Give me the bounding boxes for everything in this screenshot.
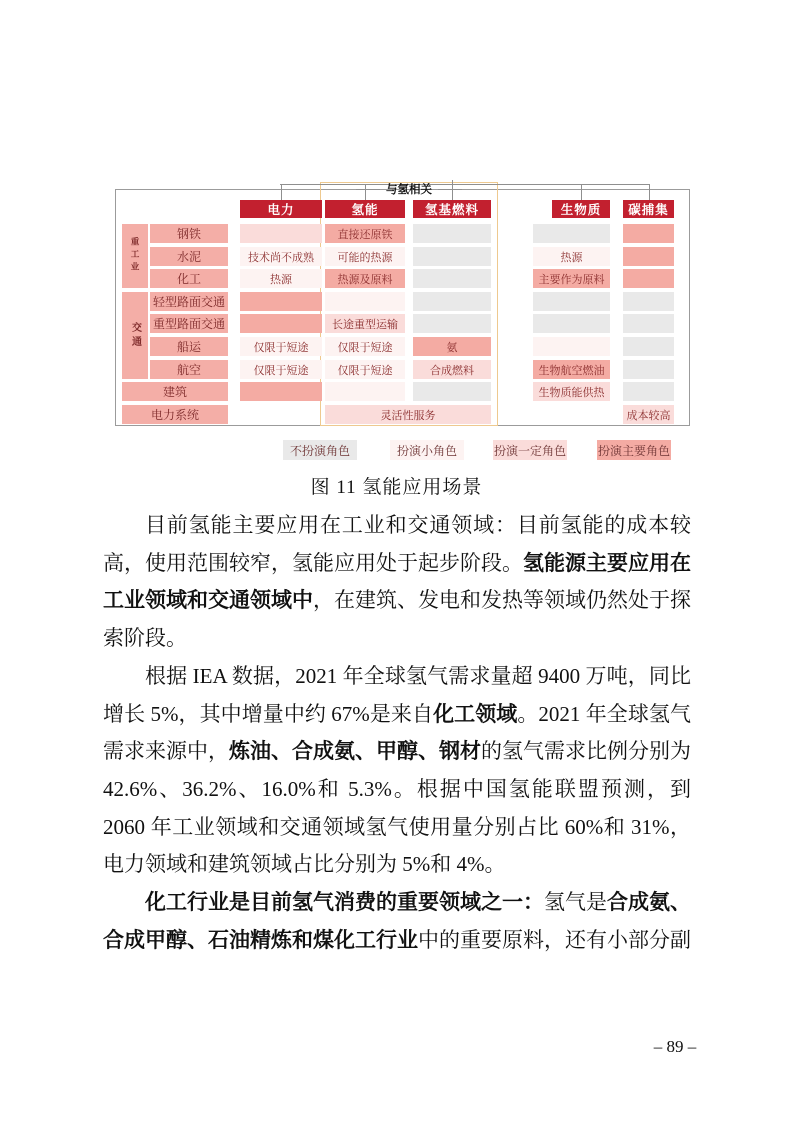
column-header-2: 氢基燃料 xyxy=(413,200,491,218)
text-run: 的氢气需求比例分别为 42.6%、36.2%、16.0%和 5.3%。根据中国氢能联盟预测，到 2060 年工业领域和交通领域氢气使用量分别占比 60%和 31%，电力领域和建筑领域占比分别为 5%和 4%。 xyxy=(103,739,691,877)
text-run: 氢能源主要应用在工业领域和交通领域中 xyxy=(103,550,691,613)
matrix-cell-7-0 xyxy=(240,382,322,401)
matrix-cell-7-3: 生物质能供热 xyxy=(533,382,610,401)
matrix-cell-0-2 xyxy=(413,224,491,243)
legend-item-major: 扮演主要角色 xyxy=(597,440,671,460)
connector-drop-3 xyxy=(581,184,582,200)
matrix-cell-2-0: 热源 xyxy=(240,269,322,288)
matrix-cell-5-3 xyxy=(533,337,610,356)
text-run: ，在建筑、发电和发热等领域仍然处于探索阶段。 xyxy=(103,588,691,651)
matrix-cell-0-4 xyxy=(623,224,674,243)
matrix-cell-0-3 xyxy=(533,224,610,243)
matrix-cell-4-4 xyxy=(623,314,674,333)
matrix-cell-3-3 xyxy=(533,292,610,311)
text-run: 根据 IEA 数据，2021 年全球氢气需求量超 9400 万吨，同比增长 5%，其中增量中约 67%是来自 xyxy=(103,663,691,726)
matrix-cell-7-4 xyxy=(623,382,674,401)
row-label-0: 钢铁 xyxy=(150,224,228,243)
text-run: 合成氨、合成甲醇、石油精炼和煤化工行业 xyxy=(103,890,691,952)
matrix-cell-8-1: 灵活性服务 xyxy=(325,405,491,424)
legend-item-some: 扮演一定角色 xyxy=(493,440,567,460)
paragraph-2 xyxy=(103,658,691,884)
page-number: – 89 – xyxy=(653,1037,697,1056)
matrix-cell-0-1: 直接还原铁 xyxy=(325,224,405,243)
legend-item-small: 扮演小角色 xyxy=(390,440,464,460)
matrix-cell-1-3: 热源 xyxy=(533,247,610,266)
matrix-cell-7-2 xyxy=(413,382,491,401)
matrix-cell-3-0 xyxy=(240,292,322,311)
matrix-cell-2-3: 主要作为原料 xyxy=(533,269,610,288)
row-label-5: 船运 xyxy=(150,337,228,356)
text-run: 。2021 年全球氢气需求来源中， xyxy=(103,701,691,764)
dash-line-left xyxy=(356,189,380,190)
hydrogen-related-text: 与氢相关 xyxy=(386,184,432,196)
matrix-cell-5-2: 氨 xyxy=(413,337,491,356)
column-header-4: 碳捕集 xyxy=(623,200,674,218)
matrix-cell-6-0: 仅限于短途 xyxy=(240,360,322,379)
row-group-label-0: 重工业 xyxy=(122,224,148,288)
matrix-cell-6-3: 生物航空燃油 xyxy=(533,360,610,379)
matrix-cell-1-1: 可能的热源 xyxy=(325,247,405,266)
row-label-1: 水泥 xyxy=(150,247,228,266)
matrix-cell-2-2 xyxy=(413,269,491,288)
connector-drop-4 xyxy=(649,184,650,200)
row-label-8: 电力系统 xyxy=(122,405,228,424)
matrix-cell-7-1 xyxy=(325,382,405,401)
paragraph-3 xyxy=(103,884,691,959)
row-group-label-1: 交通 xyxy=(122,292,148,379)
matrix-cell-1-2 xyxy=(413,247,491,266)
body-text xyxy=(103,507,691,959)
matrix-cell-6-4 xyxy=(623,360,674,379)
matrix-cell-4-3 xyxy=(533,314,610,333)
legend-item-no_role: 不扮演角色 xyxy=(283,440,357,460)
text-run: 化工行业是目前氢气消费的重要领域之一： xyxy=(145,890,544,915)
figure-caption-text: 图 11 氢能应用场景 xyxy=(310,477,483,498)
column-header-1: 氢能 xyxy=(325,200,405,218)
matrix-cell-6-1: 仅限于短途 xyxy=(325,360,405,379)
figure-caption xyxy=(0,472,793,499)
matrix-cell-4-0 xyxy=(240,314,322,333)
matrix-cell-8-4: 成本较高 xyxy=(623,405,674,424)
matrix-cell-3-1 xyxy=(325,292,405,311)
text-run: 氢气是 xyxy=(544,890,607,915)
row-label-4: 重型路面交通 xyxy=(150,314,228,333)
matrix-cell-0-0 xyxy=(240,224,322,243)
dash-line-right xyxy=(438,189,462,190)
connector-drop-0 xyxy=(281,184,282,200)
text-run: 目前氢能主要应用在工业和交通领域：目前氢能的成本较高，使用范围较窄，氢能应用处于起步阶段。 xyxy=(103,513,691,575)
row-label-2: 化工 xyxy=(150,269,228,288)
text-run: 炼油、合成氨、甲醇、钢材 xyxy=(229,739,481,764)
matrix-cell-5-1: 仅限于短途 xyxy=(325,337,405,356)
root-node xyxy=(408,156,498,180)
column-header-0: 电力 xyxy=(240,200,322,218)
matrix-cell-6-2: 合成燃料 xyxy=(413,360,491,379)
matrix-cell-5-4 xyxy=(623,337,674,356)
matrix-cell-4-2 xyxy=(413,314,491,333)
matrix-cell-4-1: 长途重型运输 xyxy=(325,314,405,333)
matrix-cell-1-0: 技术尚不成熟 xyxy=(240,247,322,266)
text-run: 中的重要原料，还有小部分副 xyxy=(418,927,691,952)
matrix-cell-2-4 xyxy=(623,269,674,288)
matrix-cell-1-4 xyxy=(623,247,674,266)
root-node-label: 各脱碳路径 xyxy=(417,161,488,177)
row-label-6: 航空 xyxy=(150,360,228,379)
matrix-cell-2-1: 热源及原料 xyxy=(325,269,405,288)
matrix-cell-3-4 xyxy=(623,292,674,311)
row-label-3: 轻型路面交通 xyxy=(150,292,228,311)
row-label-7: 建筑 xyxy=(122,382,228,401)
text-run: 化工领域 xyxy=(433,701,518,726)
matrix-cell-5-0: 仅限于短途 xyxy=(240,337,322,356)
column-header-3: 生物质 xyxy=(552,200,610,218)
paragraph-1 xyxy=(103,507,691,658)
matrix-cell-3-2 xyxy=(413,292,491,311)
hydrogen-related-label xyxy=(320,181,498,197)
hydrogen-application-diagram xyxy=(0,0,793,470)
